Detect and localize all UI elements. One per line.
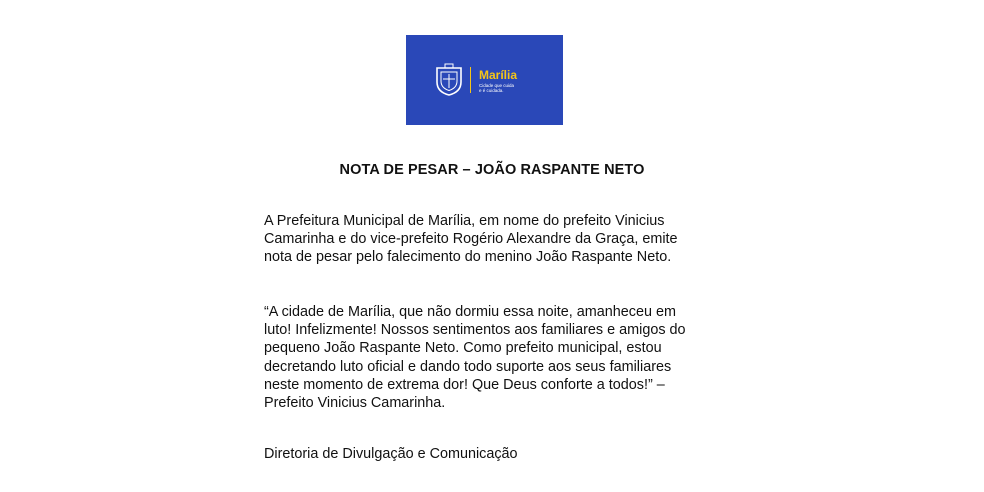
signature: Diretoria de Divulgação e Comunicação (264, 446, 518, 462)
logo-divider (470, 67, 471, 93)
logo-brand: Marília (479, 68, 518, 82)
text-line: nota de pesar pelo falecimento do menino João Raspante Neto. (264, 249, 672, 266)
paragraph-quote (264, 303, 704, 412)
logo-tagline-line: Cidade que cuida (479, 83, 515, 88)
text-line: neste momento de extrema dor! Que Deus conforte a todos!” – (264, 376, 665, 393)
logo-tagline-line: e é cuidada. (479, 88, 504, 93)
logo-tagline (479, 83, 519, 93)
text-line: decretando luto oficial e dando todo suporte aos seus familiares (264, 358, 672, 375)
paragraph-announcement (264, 212, 704, 267)
text-line: A Prefeitura Municipal de Marília, em nome do prefeito Vinicius (264, 213, 665, 229)
document-title: NOTA DE PESAR – JOÃO RASPANTE NETO (339, 162, 645, 178)
text-line: Prefeito Vinicius Camarinha. (264, 395, 446, 412)
text-line: luto! Infelizmente! Nossos sentimentos aos familiares e amigos do (264, 322, 686, 339)
city-seal-icon (434, 62, 464, 96)
city-logo (406, 35, 563, 125)
text-line: Camarinha e do vice-prefeito Rogério Alexandre da Graça, emite (264, 231, 678, 248)
text-line: “A cidade de Marília, que não dormiu essa noite, amanheceu em (264, 304, 676, 320)
text-line: pequeno João Raspante Neto. Como prefeito municipal, estou (264, 340, 662, 357)
